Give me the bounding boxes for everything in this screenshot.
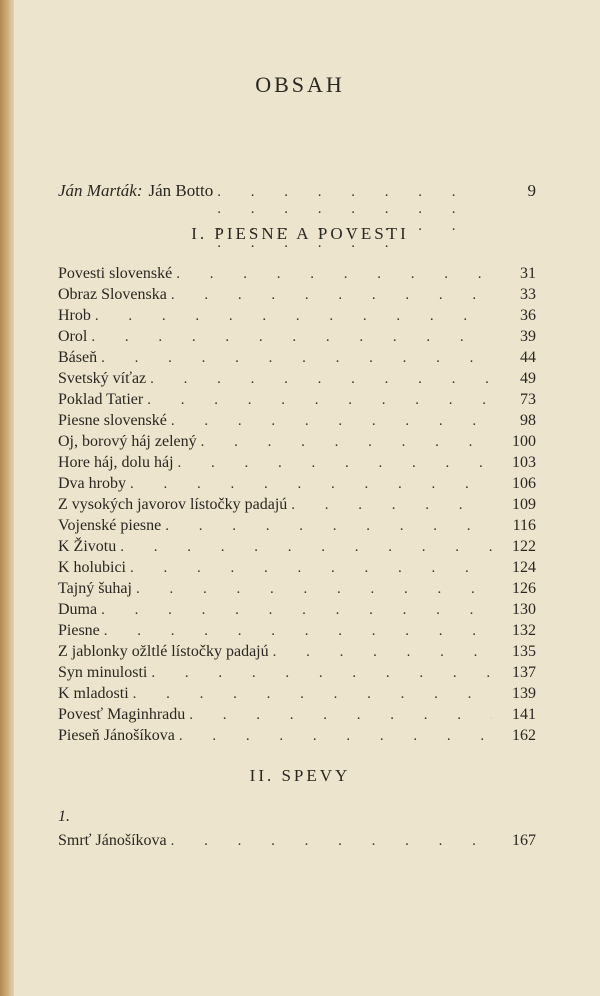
section-1-entries bbox=[58, 263, 536, 746]
section-2-entries bbox=[58, 830, 536, 851]
entry-title: Smrť Jánošíkova bbox=[58, 832, 167, 849]
entry-title: Syn minulosti bbox=[58, 664, 148, 681]
subsection-number: 1. bbox=[58, 808, 70, 825]
page-title: OBSAH bbox=[255, 72, 345, 97]
leader-dots bbox=[130, 558, 492, 579]
entry-page-number: 162 bbox=[512, 727, 536, 744]
leader-dots bbox=[189, 705, 492, 726]
entry-page-number: 130 bbox=[512, 601, 536, 618]
toc-entry bbox=[58, 494, 536, 515]
entry-page-number: 137 bbox=[512, 664, 536, 681]
leader-dots bbox=[176, 264, 492, 285]
entry-title: Piesne bbox=[58, 622, 100, 639]
toc-entry bbox=[58, 452, 536, 473]
entry-title: Z vysokých javorov lístočky padajú bbox=[58, 496, 288, 513]
leader-dots bbox=[101, 348, 492, 369]
toc-entry bbox=[58, 536, 536, 557]
leader-dots bbox=[130, 474, 492, 495]
toc-entry bbox=[58, 557, 536, 578]
entry-title: Poklad Tatier bbox=[58, 391, 144, 408]
intro-title: Ján Botto bbox=[148, 181, 214, 200]
leader-dots bbox=[201, 432, 492, 453]
toc-entry bbox=[58, 347, 536, 368]
toc-entry bbox=[58, 725, 536, 746]
entry-title: Duma bbox=[58, 601, 98, 618]
entry-page-number: 36 bbox=[520, 307, 536, 324]
entry-page-number: 106 bbox=[512, 475, 536, 492]
entry-page-number: 124 bbox=[512, 559, 536, 576]
leader-dots bbox=[147, 390, 492, 411]
entry-page-number: 167 bbox=[512, 832, 536, 849]
toc-entry bbox=[58, 830, 536, 851]
entry-title: Povesť Maginhradu bbox=[58, 706, 186, 723]
entry-page-number: 33 bbox=[520, 286, 536, 303]
entry-page-number: 73 bbox=[520, 391, 536, 408]
entry-page-number: 39 bbox=[520, 328, 536, 345]
leader-dots bbox=[136, 579, 492, 600]
entry-page-number: 116 bbox=[512, 517, 536, 534]
leader-dots bbox=[171, 411, 492, 432]
entry-page-number: 44 bbox=[520, 349, 536, 366]
entry-page-number: 126 bbox=[512, 580, 536, 597]
entry-page-number: 100 bbox=[512, 433, 536, 450]
entry-page-number: 98 bbox=[520, 412, 536, 429]
leader-dots bbox=[104, 621, 492, 642]
entry-page-number: 122 bbox=[512, 538, 536, 555]
entry-page-number: 139 bbox=[512, 685, 536, 702]
leader-dots bbox=[150, 369, 492, 390]
leader-dots bbox=[178, 453, 492, 474]
entry-title: Dva hroby bbox=[58, 475, 126, 492]
leader-dots bbox=[101, 600, 492, 621]
entry-title: Z jablonky ožltlé lístočky padajú bbox=[58, 643, 269, 660]
entry-page-number: 132 bbox=[512, 622, 536, 639]
entry-title: Hrob bbox=[58, 307, 91, 324]
leader-dots bbox=[273, 642, 492, 663]
entry-title: K mladosti bbox=[58, 685, 129, 702]
entry-title: Povesti slovenské bbox=[58, 265, 173, 282]
leader-dots bbox=[120, 537, 492, 558]
toc-entry bbox=[58, 431, 536, 452]
toc-entry bbox=[58, 662, 536, 683]
toc-entry bbox=[58, 263, 536, 284]
toc-entry bbox=[58, 326, 536, 347]
entry-title: K Životu bbox=[58, 538, 117, 555]
entry-page-number: 141 bbox=[512, 706, 536, 723]
entry-title: Tajný šuhaj bbox=[58, 580, 132, 597]
toc-entry bbox=[58, 515, 536, 536]
toc-entry bbox=[58, 599, 536, 620]
leader-dots bbox=[291, 495, 492, 516]
toc-entry bbox=[58, 305, 536, 326]
leader-dots bbox=[179, 726, 492, 747]
entry-title: Orol bbox=[58, 328, 88, 345]
intro-author: Ján Marták: bbox=[58, 181, 143, 200]
leader-dots bbox=[171, 285, 492, 306]
leader-dots bbox=[151, 663, 492, 684]
toc-entry bbox=[58, 578, 536, 599]
toc-entry bbox=[58, 641, 536, 662]
section-heading-1: I. PIESNE A POVESTI bbox=[191, 224, 409, 243]
entry-page-number: 109 bbox=[512, 496, 536, 513]
toc-entry bbox=[58, 284, 536, 305]
entry-page-number: 31 bbox=[520, 265, 536, 282]
entry-page-number: 135 bbox=[512, 643, 536, 660]
leader-dots bbox=[133, 684, 492, 705]
entry-title: Hore háj, dolu háj bbox=[58, 454, 174, 471]
entry-page-number: 103 bbox=[512, 454, 536, 471]
entry-title: Vojenské piesne bbox=[58, 517, 162, 534]
toc-entry bbox=[58, 389, 536, 410]
toc-entry bbox=[58, 473, 536, 494]
entry-page-number: 49 bbox=[520, 370, 536, 387]
toc-entry bbox=[58, 683, 536, 704]
leader-dots bbox=[95, 306, 492, 327]
entry-title: Oj, borový háj zelený bbox=[58, 433, 197, 450]
toc-entry bbox=[58, 704, 536, 725]
leader-dots bbox=[171, 831, 492, 852]
entry-title: Pieseň Jánošíkova bbox=[58, 727, 175, 744]
intro-page-number: 9 bbox=[527, 181, 536, 200]
entry-title: Báseň bbox=[58, 349, 98, 366]
toc-entry bbox=[58, 410, 536, 431]
section-heading-2: II. SPEVY bbox=[249, 766, 351, 785]
toc-entry bbox=[58, 620, 536, 641]
entry-title: Piesne slovenské bbox=[58, 412, 167, 429]
entry-title: Svetský víťaz bbox=[58, 370, 147, 387]
leader-dots bbox=[165, 516, 492, 537]
toc-entry bbox=[58, 368, 536, 389]
entry-title: Obraz Slovenska bbox=[58, 286, 167, 303]
leader-dots bbox=[91, 327, 492, 348]
entry-title: K holubici bbox=[58, 559, 126, 576]
